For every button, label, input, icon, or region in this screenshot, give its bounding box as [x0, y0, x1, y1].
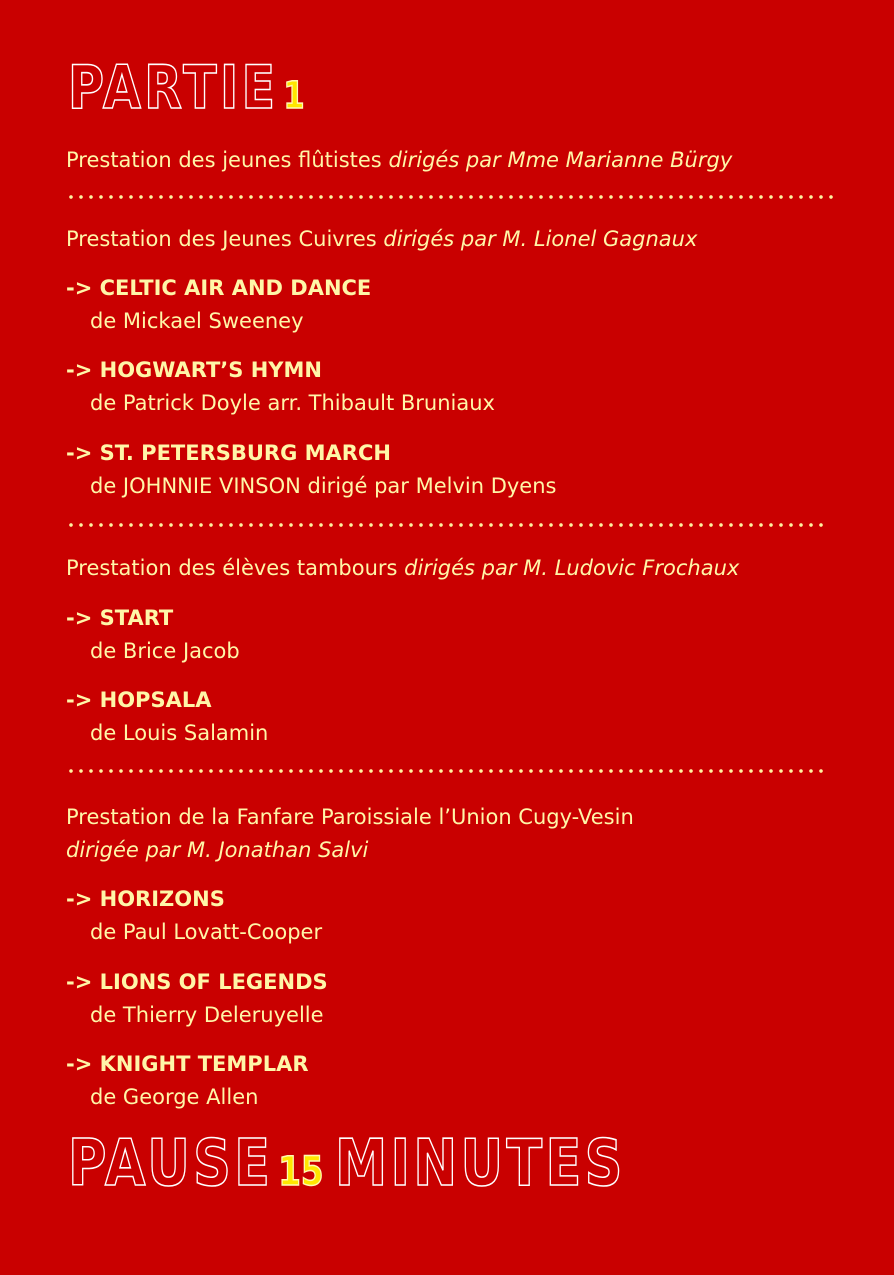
- piece-title: -> ST. PETERSBURG MARCH: [66, 441, 391, 465]
- piece-composer: de Patrick Doyle arr. Thibault Bruniaux: [90, 391, 495, 415]
- pause-title-word2: MINUTES: [334, 1127, 626, 1201]
- section-intro: [66, 558, 739, 579]
- pause-title-word1: PAUSE: [68, 1127, 274, 1201]
- pause-title-number: 15: [278, 1149, 324, 1195]
- piece-composer: de Paul Lovatt-Cooper: [90, 920, 323, 944]
- section-intro: [66, 150, 732, 171]
- section-intro-text: Prestation des élèves tambours: [66, 556, 405, 580]
- section-intro: [66, 229, 697, 250]
- part-title-number: 1: [283, 73, 305, 117]
- piece-title: -> HOGWART’S HYMN: [66, 358, 322, 382]
- section-director: dirigés par Mme Marianne Bürgy: [388, 148, 733, 172]
- part-title: [68, 53, 305, 123]
- piece-title: -> HOPSALA: [66, 688, 212, 712]
- piece-composer: de Mickael Sweeney: [90, 309, 304, 333]
- section-director: dirigés par M. Lionel Gagnaux: [383, 227, 698, 251]
- dotted-divider: [66, 194, 836, 200]
- piece-composer: de Louis Salamin: [90, 721, 269, 745]
- dotted-divider: [66, 768, 828, 774]
- piece-composer: de JOHNNIE VINSON dirigé par Melvin Dyens: [90, 474, 557, 498]
- section-director: [66, 840, 368, 861]
- section-intro-text: Prestation des Jeunes Cuivres: [66, 227, 384, 251]
- section-director: dirigés par M. Ludovic Frochaux: [404, 556, 740, 580]
- section-director-text: dirigée par M. Jonathan Salvi: [66, 838, 369, 862]
- piece-composer: de Thierry Deleruyelle: [90, 1003, 324, 1027]
- section-intro-text: Prestation des jeunes flûtistes: [66, 148, 389, 172]
- piece-title: -> CELTIC AIR AND DANCE: [66, 276, 372, 300]
- part-title-word: PARTIE: [68, 53, 279, 123]
- piece-title: -> START: [66, 606, 174, 630]
- piece-title: -> LIONS OF LEGENDS: [66, 970, 328, 994]
- section-intro: Prestation de la Fanfare Paroissiale l’Union Cugy-Vesin: [66, 805, 634, 829]
- piece-composer: de George Allen: [90, 1085, 259, 1109]
- piece-title: -> HORIZONS: [66, 887, 225, 911]
- dotted-divider: [66, 522, 826, 528]
- piece-composer: de Brice Jacob: [90, 639, 240, 663]
- piece-title: -> KNIGHT TEMPLAR: [66, 1052, 309, 1076]
- pause-title: [68, 1127, 626, 1201]
